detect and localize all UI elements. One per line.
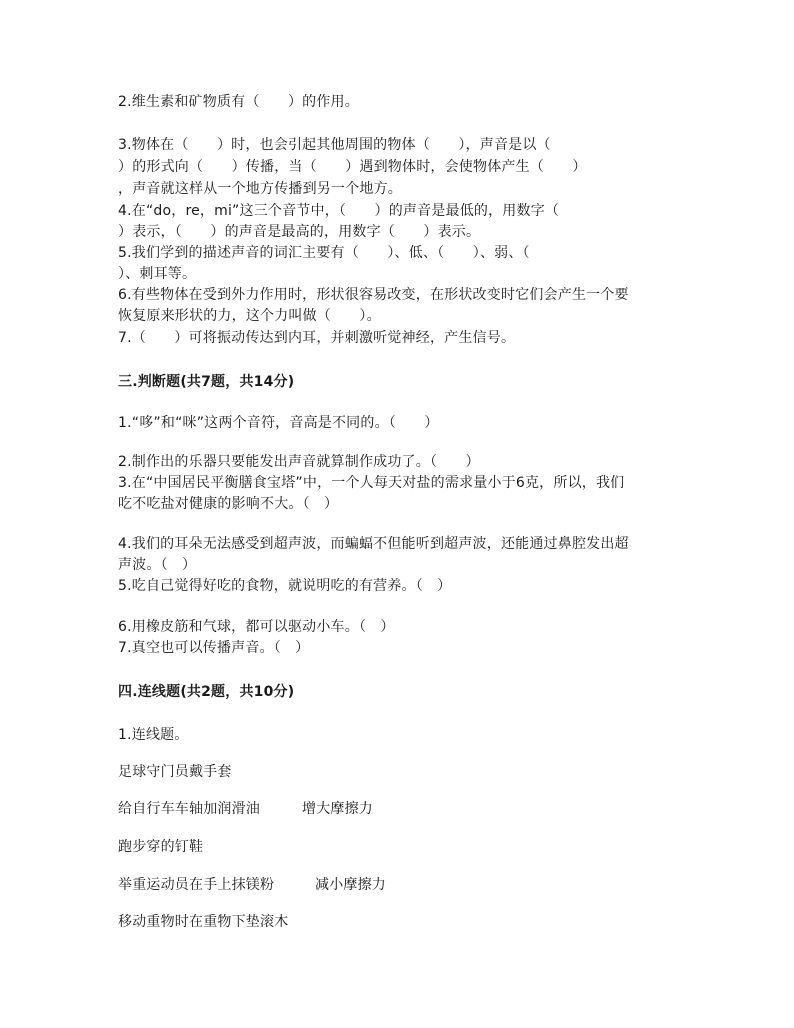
fill-question-3-line-1: 3.物体在（ ）时，也会引起其他周围的物体（ ），声音是以（	[118, 137, 551, 153]
matching-target-2: 减小摩擦力	[315, 877, 386, 893]
matching-item-2: 给自行车车轴加润滑油	[118, 801, 260, 817]
matching-item-5: 移动重物时在重物下垫滚木	[118, 914, 289, 930]
judge-question-4-line-1: 4.我们的耳朵无法感受到超声波，而蝙蝠不但能听到超声波，还能通过鼻腔发出超	[118, 536, 629, 552]
section-heading-judge: 三.判断题(共7题，共14分)	[118, 374, 295, 390]
fill-question-6-line-1: 6.有些物体在受到外力作用时，形状很容易改变，在形状改变时它们会产生一个要	[118, 287, 629, 303]
judge-question-6: 6.用橡皮筋和气球，都可以驱动小车。（ ）	[118, 619, 395, 635]
fill-question-7: 7.（ ）可将振动传达到内耳，并刺激听觉神经，产生信号。	[118, 330, 516, 346]
judge-question-7: 7.真空也可以传播声音。（ ）	[118, 640, 310, 656]
fill-question-2: 2.维生素和矿物质有（ ）的作用。	[118, 94, 359, 110]
fill-question-4-line-1: 4.在“do，re，mi”这三个音节中，（ ）的声音是最低的，用数字（	[118, 203, 560, 219]
judge-question-1: 1.“哆”和“咪”这两个音符，音高是不同的。（ ）	[118, 415, 439, 431]
fill-question-4-line-2: ）表示，（ ）的声音是最高的，用数字（ ）表示。	[118, 224, 481, 240]
fill-question-5-line-2: ）、刺耳等。	[118, 266, 197, 282]
fill-question-5-line-1: 5.我们学到的描述声音的词汇主要有（ ）、低、（ ）、弱、（	[118, 245, 530, 261]
matching-item-3: 跑步穿的钉鞋	[118, 839, 204, 855]
matching-question-1: 1.连线题。	[118, 727, 189, 743]
matching-item-4: 举重运动员在手上抹镁粉	[118, 877, 275, 893]
judge-question-5: 5.吃自己觉得好吃的食物，就说明吃的有营养。（ ）	[118, 578, 452, 594]
matching-target-1: 增大摩擦力	[302, 801, 373, 817]
matching-item-1: 足球守门员戴手套	[118, 764, 232, 780]
judge-question-3-line-2: 吃不吃盐对健康的影响不大。（ ）	[118, 496, 339, 512]
judge-question-2: 2.制作出的乐器只要能发出声音就算制作成功了。（ ）	[118, 454, 480, 470]
fill-question-6-line-2: 恢复原来形状的力，这个力叫做（ ）。	[118, 308, 381, 324]
judge-question-4-line-2: 声波。（ ）	[118, 557, 197, 573]
section-heading-matching: 四.连线题(共2题，共10分)	[118, 684, 295, 700]
fill-question-3-line-3: ，声音就这样从一个地方传播到另一个地方。	[118, 181, 402, 197]
fill-question-3-line-2: ）的形式向（ ）传播，当（ ）遇到物体时，会使物体产生（ ）	[118, 159, 587, 175]
judge-question-3-line-1: 3.在“中国居民平衡膳食宝塔”中，一个人每天对盐的需求量小于6克，所以，我们	[118, 475, 625, 491]
